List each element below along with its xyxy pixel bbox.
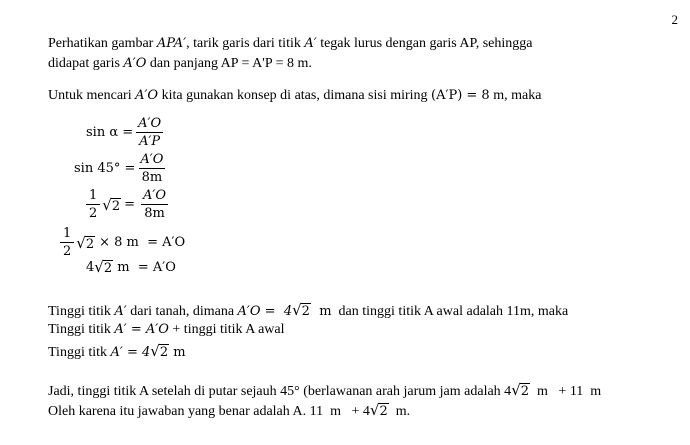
fraction <box>140 188 169 221</box>
radicand: 2 <box>85 236 95 252</box>
sqrt: √2 <box>102 195 121 214</box>
text: Tinggi titik <box>48 322 115 337</box>
text: Perhatikan gambar <box>48 36 157 51</box>
conclusion-line-2 <box>48 401 410 420</box>
math-ao: A′O <box>135 88 159 103</box>
sqrt: √2 <box>94 258 113 276</box>
text: Tinggi titik <box>48 304 115 319</box>
fraction <box>135 116 164 149</box>
unit: m <box>169 345 186 360</box>
math-eq: A′ = A′O <box>114 322 169 337</box>
math-ao-eq: A′O = 4 <box>237 304 293 319</box>
half-fraction <box>86 188 100 221</box>
text: dan tinggi titik A awal adalah 11 <box>331 304 520 319</box>
math-eq: A′ = 4 <box>110 345 151 360</box>
sqrt: √2 <box>76 233 95 252</box>
height-line-3 <box>48 342 186 361</box>
text: dari tanah, dimana <box>126 304 238 319</box>
radicand: 2 <box>301 304 310 319</box>
half-fraction <box>60 226 74 259</box>
text: m, maka <box>489 88 542 103</box>
eq-lhs: sin α = <box>86 125 134 140</box>
eq-rest: × 8 m = A′O <box>99 235 186 250</box>
math-aprime: A′ <box>304 36 317 51</box>
page-number: 2 <box>671 12 678 27</box>
math-apa: APA′ <box>156 36 187 51</box>
sqrt: √2 <box>150 342 169 360</box>
eq-rest: m = A′O <box>113 259 176 275</box>
height-line-1 <box>48 301 568 320</box>
text: + tinggi titik A awal <box>168 322 285 337</box>
denominator: 2 <box>60 242 74 259</box>
intro-line-2 <box>48 56 312 72</box>
denominator: 8m <box>141 204 168 221</box>
sqrt: √2 <box>511 381 530 399</box>
conclusion-line-1 <box>48 381 601 400</box>
text: didapat garis <box>48 56 124 71</box>
text: m. <box>388 404 411 419</box>
text: tegak lurus dengan garis AP, sehingga <box>316 36 533 51</box>
text: kita gunakan konsep di atas, dimana sisi miring <box>158 88 432 103</box>
denominator: 8m <box>139 168 166 185</box>
text: dan panjang AP = A'P = 8 m. <box>146 56 312 71</box>
unit: m <box>310 304 332 319</box>
equation-3 <box>84 188 171 221</box>
math-aprime: A′ <box>114 304 127 319</box>
radicand: 2 <box>103 261 113 276</box>
radicand: 2 <box>520 384 530 399</box>
math-ao: A′O <box>123 56 147 71</box>
numerator: 1 <box>89 188 98 203</box>
text: m + 11 m <box>530 384 602 399</box>
text: Oleh karena itu jawaban yang benar adalah A. 11 m + 4 <box>48 404 370 419</box>
text: , tarik garis dari titik <box>186 36 305 51</box>
intro-line-1 <box>48 36 533 52</box>
radicand: 2 <box>111 198 121 214</box>
numerator: A′O <box>140 152 164 167</box>
text: m, maka <box>520 304 569 319</box>
numerator: A′O <box>138 116 162 131</box>
fraction <box>137 152 166 185</box>
numerator: 1 <box>63 226 72 241</box>
sqrt: √2 <box>292 301 310 319</box>
method-line <box>48 88 541 104</box>
height-line-2 <box>48 322 285 338</box>
denominator: 2 <box>86 204 100 221</box>
text: Untuk mencari <box>48 88 136 103</box>
eq-lhs: sin 45° = <box>74 161 136 176</box>
radicand: 2 <box>379 404 388 419</box>
equation-5 <box>86 258 176 276</box>
equation-4 <box>58 226 185 259</box>
radicand: 2 <box>159 345 169 360</box>
coefficient: 4 <box>86 259 95 275</box>
numerator: A′O <box>143 188 167 203</box>
sqrt: √2 <box>369 401 388 419</box>
equals: = <box>124 197 136 212</box>
text: Tinggi titk <box>48 345 111 360</box>
math-ap: (A′P) = 8 <box>431 88 490 103</box>
denominator: A′P <box>136 132 163 149</box>
text: Jadi, tinggi titik A setelah di putar sejauh 45° (berlawanan arah jarum jam adalah 4 <box>48 384 512 399</box>
equation-1 <box>86 116 166 149</box>
equation-2 <box>74 152 168 185</box>
